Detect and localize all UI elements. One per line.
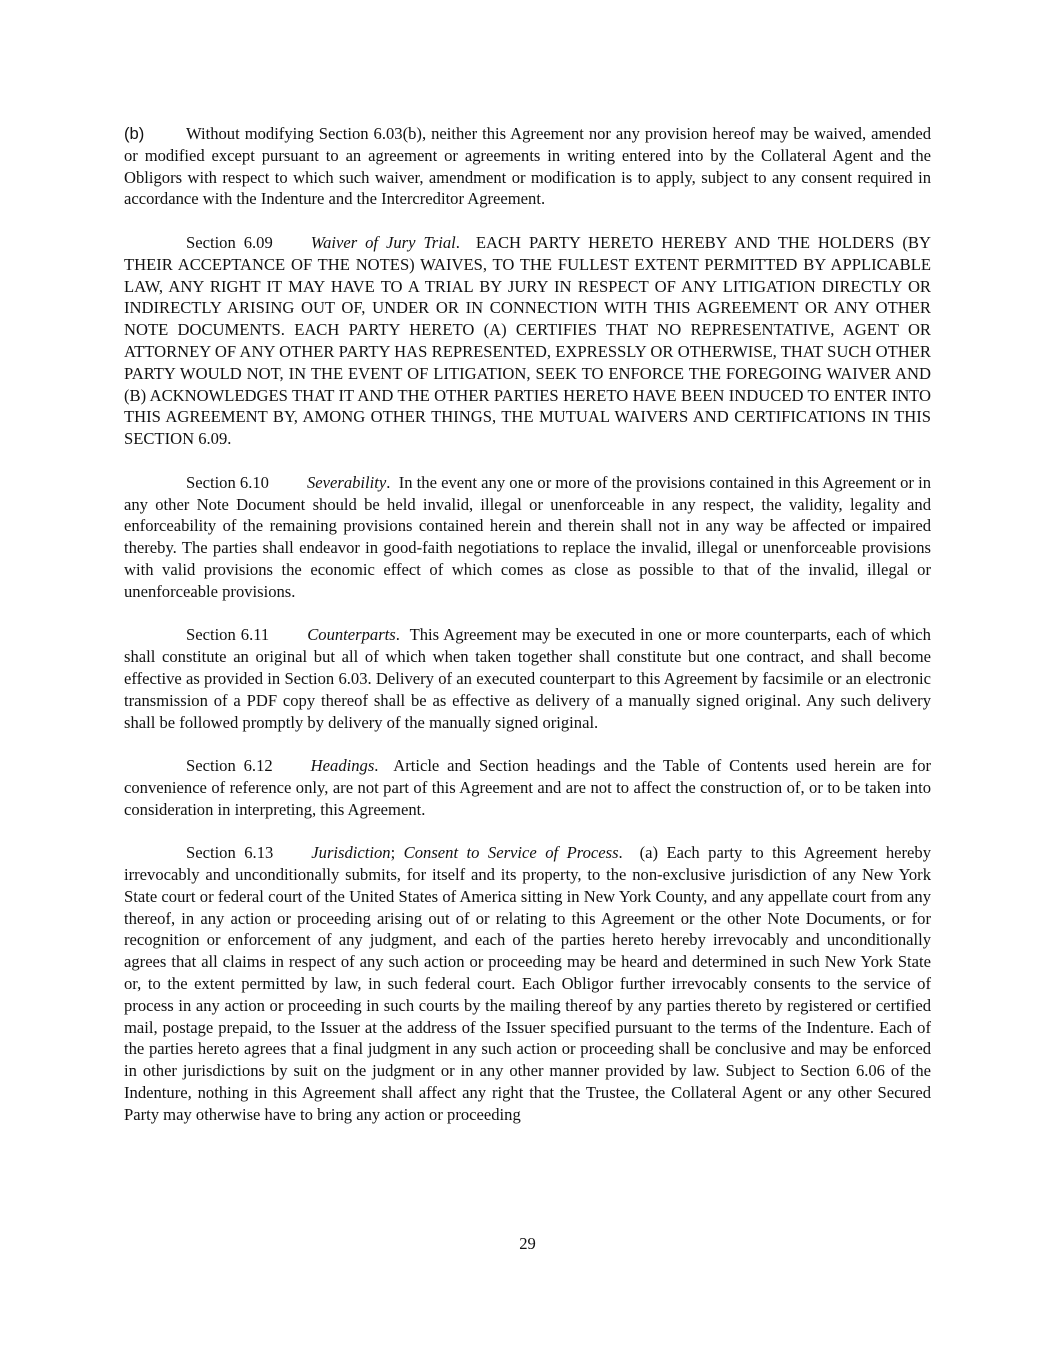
section-text: Article and Section headings and the Table of Contents used herein are for convenience of reference only, are not part of this Agreement and are not to affect the construction of, or to be taken into consideration in interpreting, this Agreement. <box>124 756 932 819</box>
document-page <box>124 123 931 1147</box>
section-heading-part-2: Consent to Service of Process <box>403 843 619 863</box>
section-number: Section 6.09 <box>186 232 273 252</box>
section-heading: Waiver of Jury Trial <box>310 232 456 252</box>
paragraph-text: Without modifying Section 6.03(b), neither this Agreement nor any provision hereof may be waived, amended or modified except pursuant to an agreement or agreements in writing entered into by the Collateral Agent and the Obligors with respect to which such waiver, amendment or modification is to apply, subject to any consent required in accordance with the Indenture and the Intercreditor Agreement. <box>124 124 931 209</box>
section-heading: Counterparts <box>307 625 396 645</box>
section-text: In the event any one or more of the provisions contained in this Agreement or in any other Note Document should be held invalid, illegal or unenforceable in any respect, the validity, legality and enforceability of the remaining provisions contained herein and therein shall not in any way be affected or impaired thereby. The parties shall endeavor in good-faith negotiations to replace the invalid, illegal or unenforceable provisions with valid provisions the economic effect of which comes as close as possible to that of the invalid, illegal or unenforceable provisions. <box>124 472 932 601</box>
paragraph-b <box>124 123 931 210</box>
section-6-10: Section 6.10 Severability. In the event any one or more of the provisions contained in this Agreement or in any other Note Document should be held invalid, illegal or unenforceable in any respect, the validity, legality and enforceability of the remaining provisions contained herein and therein shall not in any way be affected or impaired thereby. The parties shall endeavor in good-faith negotiations to replace the invalid, illegal or unenforceable provisions with valid provisions the economic effect of which comes as close as possible to that of the invalid, illegal or unenforceable provisions. <box>124 472 932 601</box>
section-heading: Severability <box>306 472 387 492</box>
section-text: EACH PARTY HERETO HEREBY AND THE HOLDERS (BY THEIR ACCEPTANCE OF THE NOTES) WAIVES, TO THE FULLEST EXTENT PERMITTED BY APPLICABLE LAW, ANY RIGHT IT MAY HAVE TO A TRIAL BY JURY IN RESPECT OF ANY LITIGATION DIRECTLY OR INDIRECTLY ARISING OUT OF, UNDER OR IN CONNECTION WITH THIS AGREEMENT OR ANY OTHER NOTE DOCUMENTS. EACH PARTY HERETO (A) CERTIFIES THAT NO REPRESENTATIVE, AGENT OR ATTORNEY OF ANY OTHER PARTY HAS REPRESENTED, EXPRESSLY OR OTHERWISE, THAT SUCH OTHER PARTY WOULD NOT, IN THE EVENT OF LITIGATION, SEEK TO ENFORCE THE FOREGOING WAIVER AND (B) ACKNOWLEDGES THAT IT AND THE OTHER PARTIES HERETO HAVE BEEN INDUCED TO ENTER INTO THIS AGREEMENT BY, AMONG OTHER THINGS, THE MUTUAL WAIVERS AND CERTIFICATIONS IN THIS SECTION 6.09. <box>124 232 931 449</box>
section-number: Section 6.13 <box>186 843 274 863</box>
section-heading: Headings <box>310 756 375 776</box>
section-6-11: Section 6.11 Counterparts. This Agreement may be executed in one or more counterparts, each of which shall constitute an original but all of which when taken together shall constitute but one contract, and shall become effective as provided in Section 6.03. Delivery of an executed counterpart to this Agreement by facsimile or an electronic transmission of a PDF copy thereof shall be as effective as delivery of a manually signed original. Any such delivery shall be followed promptly by delivery of the manually signed original. <box>124 625 931 732</box>
section-6-13: Section 6.13 Jurisdiction; Consent to Service of Process. (a) Each party to this Agreement hereby irrevocably and unconditionally submits, for itself and its property, to the non-exclusive jurisdiction of any New York State court or federal court of the United States of America sitting in New York County, and any appellate court from any thereof, in any action or proceeding arising out of or relating to this Agreement or the other Note Documents, or for recognition or enforcement of any judgment, and each of the parties hereto hereby irrevocably and unconditionally agrees that all claims in respect of any such action or proceeding may be heard and determined in such New York State or, to the extent permitted by law, in such federal court. Each Obligor further irrevocably consents to the service of process in any action or proceeding in such courts by the mailing thereof by any parties thereto by registered or certified mail, postage prepaid, to the Issuer at the address of the Issuer specified pursuant to the terms of the Indenture. Each of the parties hereto agrees that a final judgment in any such action or proceeding shall be conclusive and may be enforced in other jurisdictions by suit on the judgment or in any other manner provided by law. Subject to Section 6.06 of the Indenture, nothing in this Agreement shall affect any right that the Trustee, the Collateral Agent or any other Secured Party may otherwise have to bring any action or proceeding <box>124 843 931 1124</box>
section-heading-part-1: Jurisdiction <box>311 843 391 863</box>
section-number: Section 6.12 <box>186 756 273 776</box>
section-text: (a) Each party to this Agreement hereby irrevocably and unconditionally submits, for itself and its property, to the non-exclusive jurisdiction of any New York State court or federal court of the United States of America sitting in New York County, and any appellate court from any thereof, in any action or proceeding arising out of or relating to this Agreement or the other Note Documents, or for recognition or enforcement of any judgment, and each of the parties hereto hereby irrevocably and unconditionally agrees that all claims in respect of any such action or proceeding may be heard and determined in such New York State or, to the extent permitted by law, in such federal court. Each Obligor further irrevocably consents to the service of process in any action or proceeding in such courts by the mailing thereof by any parties thereto by registered or certified mail, postage prepaid, to the Issuer at the address of the Issuer specified pursuant to the terms of the Indenture. Each of the parties hereto agrees that a final judgment in any such action or proceeding shall be conclusive and may be enforced in other jurisdictions by suit on the judgment or in any other manner provided by law. Subject to Section 6.06 of the Indenture, nothing in this Agreement shall affect any right that the Trustee, the Collateral Agent or any other Secured Party may otherwise have to bring any action or proceeding <box>124 843 931 1124</box>
section-6-09: Section 6.09 Waiver of Jury Trial. EACH PARTY HERETO HEREBY AND THE HOLDERS (BY THEIR ACCEPTANCE OF THE NOTES) WAIVES, TO THE FULLEST EXTENT PERMITTED BY APPLICABLE LAW, ANY RIGHT IT MAY HAVE TO A TRIAL BY JURY IN RESPECT OF ANY LITIGATION DIRECTLY OR INDIRECTLY ARISING OUT OF, UNDER OR IN CONNECTION WITH THIS AGREEMENT OR ANY OTHER NOTE DOCUMENTS. EACH PARTY HERETO (A) CERTIFIES THAT NO REPRESENTATIVE, AGENT OR ATTORNEY OF ANY OTHER PARTY HAS REPRESENTED, EXPRESSLY OR OTHERWISE, THAT SUCH OTHER PARTY WOULD NOT, IN THE EVENT OF LITIGATION, SEEK TO ENFORCE THE FOREGOING WAIVER AND (B) ACKNOWLEDGES THAT IT AND THE OTHER PARTIES HERETO HAVE BEEN INDUCED TO ENTER INTO THIS AGREEMENT BY, AMONG OTHER THINGS, THE MUTUAL WAIVERS AND CERTIFICATIONS IN THIS SECTION 6.09. <box>124 232 931 449</box>
page-number: 29 <box>519 1234 536 1253</box>
section-text: This Agreement may be executed in one or more counterparts, each of which shall constitute an original but all of which when taken together shall constitute but one contract, and shall become effective as provided in Section 6.03. Delivery of an executed counterpart to this Agreement by facsimile or an electronic transmission of a PDF copy thereof shall be as effective as delivery of a manually signed original. Any such delivery shall be followed promptly by delivery of the manually signed original. <box>124 625 931 732</box>
section-number: Section 6.10 <box>186 472 269 492</box>
paragraph-marker: (b) <box>124 124 145 143</box>
section-6-12: Section 6.12 Headings. Article and Section headings and the Table of Contents used herein are for convenience of reference only, are not part of this Agreement and are not to affect the construction of, or to be taken into consideration in interpreting, this Agreement. <box>124 756 932 819</box>
section-number: Section 6.11 <box>186 625 270 645</box>
